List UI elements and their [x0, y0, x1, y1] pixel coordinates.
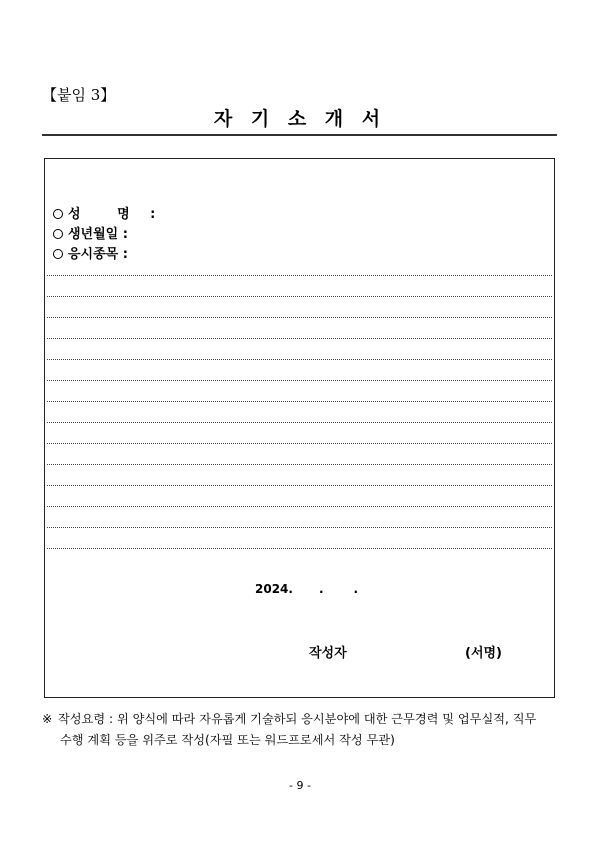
field-name-colon: :: [145, 207, 156, 222]
field-exam-category: [53, 243, 128, 262]
writing-line: [47, 317, 552, 318]
writing-line: [47, 401, 552, 402]
page-number: - 9 -: [289, 779, 311, 792]
date-year: 2024.: [255, 582, 293, 596]
date-line: [255, 582, 358, 596]
writing-line: [47, 338, 552, 339]
writing-line: [47, 527, 552, 528]
field-exam-category-label: 응시종목: [68, 247, 119, 262]
circle-bullet-icon: [53, 229, 63, 239]
writing-line: [47, 275, 552, 276]
field-name: [53, 203, 155, 222]
writing-line: [47, 485, 552, 486]
circle-bullet-icon: [53, 249, 63, 259]
date-month-dot: .: [318, 582, 324, 596]
document-title: 자 기 소 개 서: [213, 108, 387, 130]
field-birthdate-label: 생년월일: [68, 227, 119, 242]
writing-line: [47, 443, 552, 444]
note-line-2: 수행 계획 등을 위주로 작성(자필 또는 워드프로세서 작성 무관): [60, 733, 395, 747]
writing-line: [47, 422, 552, 423]
note-mark: ※: [42, 712, 53, 726]
note-line-1: 작성요령 : 위 양식에 따라 자유롭게 기술하되 응시분야에 대한 근무경력 및 업무실적, 직무: [58, 712, 537, 726]
writing-line: [47, 296, 552, 297]
writing-line: [47, 380, 552, 381]
circle-bullet-icon: [53, 209, 63, 219]
self-introduction-form: [44, 158, 555, 698]
field-name-label: 성 명: [68, 207, 146, 222]
writer-label: 작성자: [309, 646, 347, 661]
field-birthdate-colon: :: [118, 227, 128, 242]
writing-line: [47, 464, 552, 465]
writing-line: [47, 359, 552, 360]
writing-line: [47, 548, 552, 549]
title-underline: [42, 134, 557, 136]
field-exam-category-colon: :: [118, 247, 128, 262]
writing-line: [47, 506, 552, 507]
date-day-dot: .: [353, 582, 359, 596]
attachment-label: 【붙임 3】: [42, 86, 116, 104]
writing-instructions: [42, 709, 562, 751]
signature-label: (서명): [465, 646, 502, 661]
field-birthdate: [53, 223, 128, 242]
